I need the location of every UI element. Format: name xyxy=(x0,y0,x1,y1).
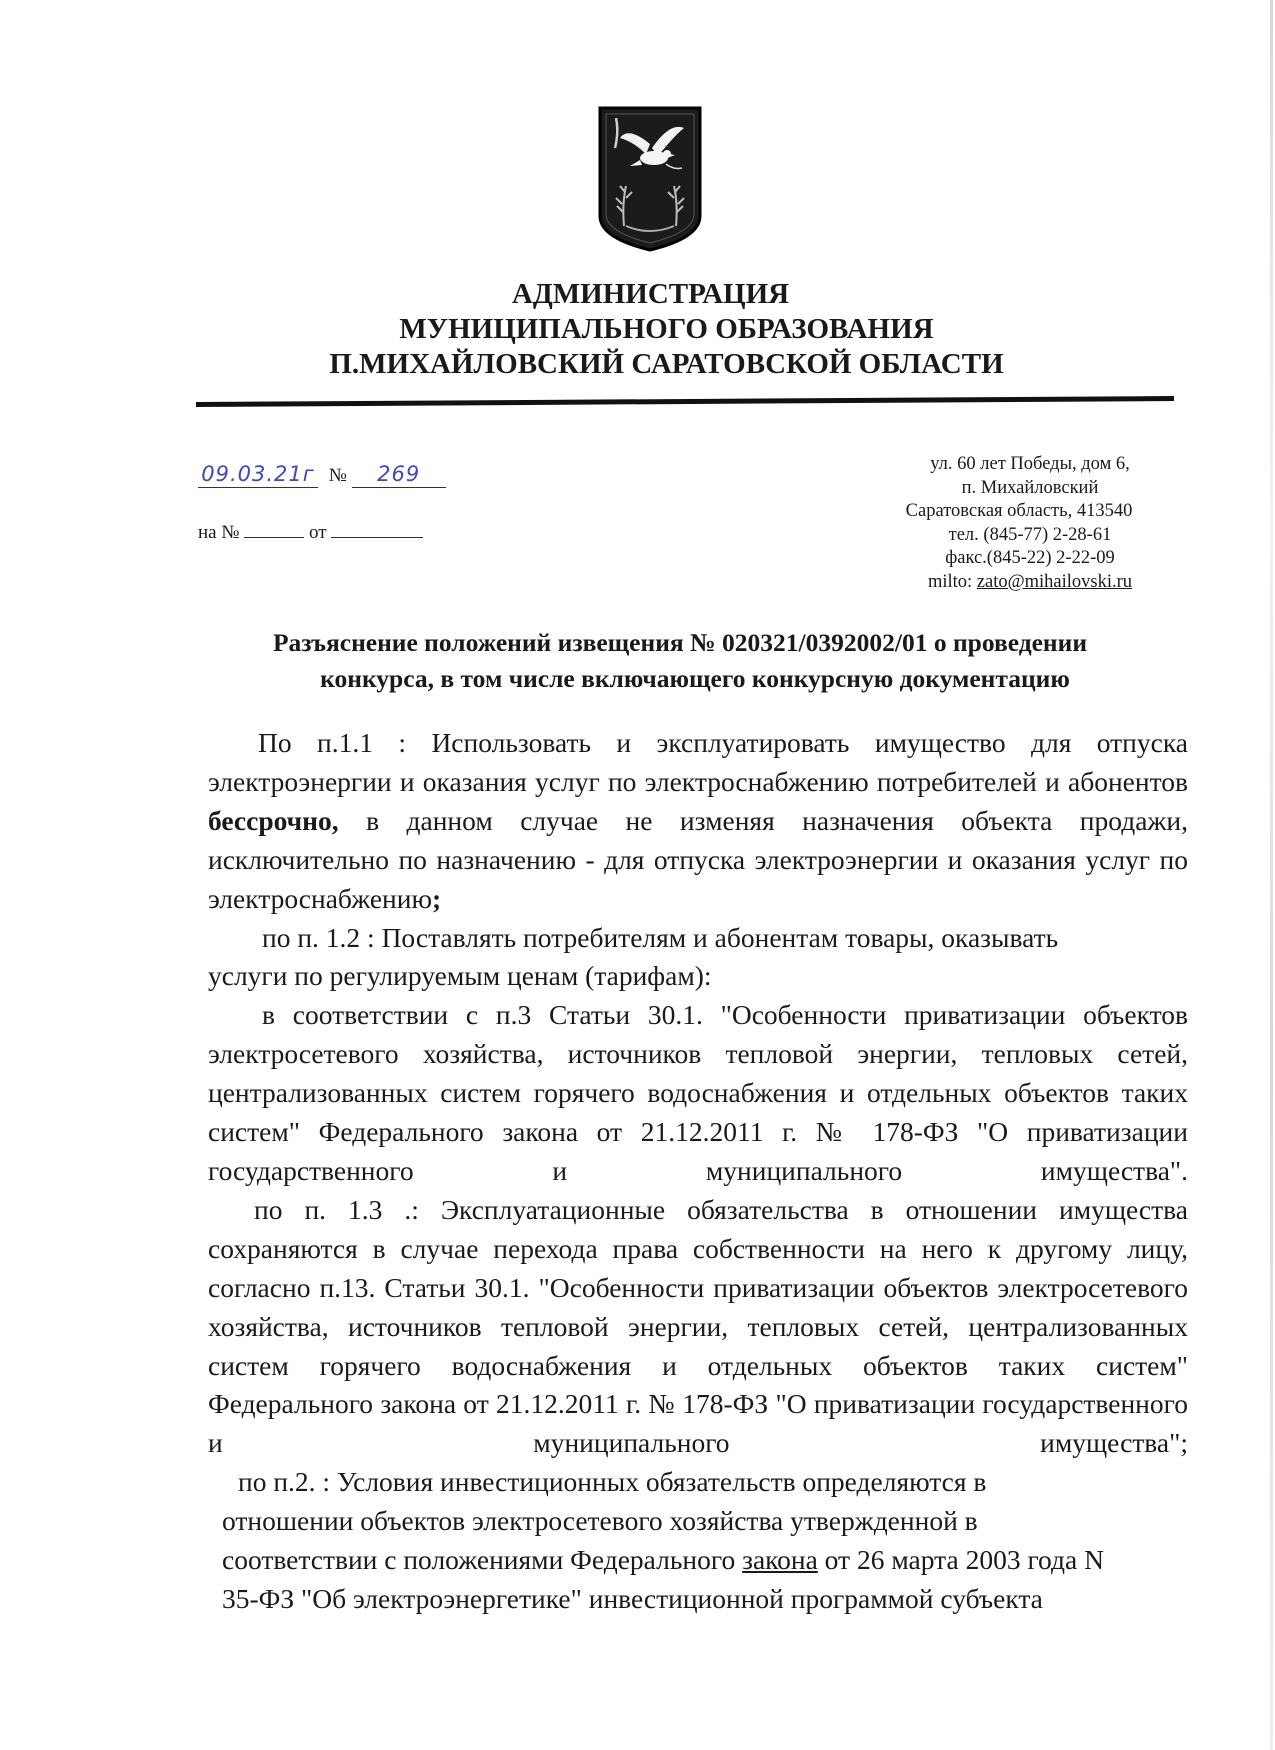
in-reply-blank xyxy=(244,523,304,538)
paragraph-2-text-a: соответствии с положениями Федерального xyxy=(222,1544,743,1576)
paragraph-1-end: ; xyxy=(432,882,442,914)
paragraph-1-1 xyxy=(208,724,1188,919)
document-subject xyxy=(160,625,1200,697)
paragraph-2-line-1: по п.2. : Условия инвестиционных обязательств определяются в xyxy=(238,1466,987,1498)
paragraph-1-2-detail: в соответствии с п.3 Статьи 30.1. "Особенности приватизации объектов электросетевого хозяйства, источников тепловой энергии, тепловых сетей, централизованных систем горячего водоснабжения и отдельных объектов таких систем" Федерального закона от 21.12.2011 г. № 178-ФЗ "О приватизации государственного и муниципального имущества". xyxy=(208,999,1188,1186)
from-blank xyxy=(331,523,423,538)
handwritten-date: 09.03.21г xyxy=(201,462,315,486)
subject-line-2: конкурса, в том числе включающего конкурсную документацию xyxy=(320,664,1070,693)
paragraph-1-text-a: По п.1.1 : Использовать и эксплуатировать имущество для отпуска электроэнергии и оказания услуг по электроснабжению потребителей и абонентов xyxy=(208,727,1188,797)
paragraph-1-3: по п. 1.3 .: Эксплуатационные обязательства в отношении имущества сохраняются в случае перехода права собственности на него к другому лицу, согласно п.13. Статьи 30.1. "Особенности приватизации объектов электросетевого хозяйства, источников тепловой энергии, тепловых сетей, централизованных систем горячего водоснабжения и отдельных объектов таких систем" Федерального закона от 21.12.2011 г. № 178-ФЗ "О приватизации государственного и муниципального имущества"; xyxy=(208,1193,1188,1459)
address-block xyxy=(880,453,1180,594)
paragraph-2-line-2: отношении объектов электросетевого хозяйства утвержденной в xyxy=(222,1505,978,1537)
address-email-line xyxy=(880,571,1180,595)
address-region: Саратовская область, 413540 xyxy=(905,501,1133,521)
subject-line-1: Разъяснение положений извещения № 020321/0392002/01 о проведении xyxy=(272,628,1088,657)
org-line-2: МУНИЦИПАЛЬНОГО ОБРАЗОВАНИЯ xyxy=(399,313,934,345)
incoming-reference xyxy=(198,522,423,544)
paragraph-2-line-3 xyxy=(222,1541,1188,1580)
address-town: п. Михайловский xyxy=(961,477,1099,498)
paragraph-1-text-b: в данном случае не изменяя назначения объекта продажи, исключительно по назначению - для отпуска электроэнергии и оказания услуг по электроснабжению xyxy=(208,804,1188,914)
organization-title xyxy=(0,277,1275,382)
document-body xyxy=(208,724,1188,1619)
paragraph-1-2-line-2: услуги по регулируемым ценам (тарифам): xyxy=(208,960,712,992)
org-line-1: АДМИНИСТРАЦИЯ xyxy=(511,278,790,310)
paragraph-1-bold: бессрочно, xyxy=(208,804,339,836)
address-street: ул. 60 лет Победы, дом 6, xyxy=(930,454,1130,474)
law-link[interactable]: закона xyxy=(742,1544,818,1576)
header-divider xyxy=(196,396,1174,407)
address-phone: тел. (845-77) 2-28-61 xyxy=(948,524,1112,545)
outgoing-reference xyxy=(198,462,446,488)
date-field xyxy=(198,462,318,488)
email-link[interactable]: zato@mihailovski.ru xyxy=(976,571,1133,592)
handwritten-number: 269 xyxy=(377,462,421,486)
from-label: от xyxy=(308,522,327,543)
org-line-3: П.МИХАЙЛОВСКИЙ САРАТОВСКОЙ ОБЛАСТИ xyxy=(329,348,1004,380)
coat-of-arms-emblem xyxy=(596,104,704,252)
paragraph-2-text-b: от 26 марта 2003 года N xyxy=(817,1544,1104,1576)
email-label: milto: xyxy=(927,571,977,592)
paragraph-2-line-4: 35-ФЗ "Об электроэнергетике" инвестиционной программой субъекта xyxy=(222,1582,1043,1614)
in-reply-label: на № xyxy=(198,522,240,543)
address-fax: факс.(845-22) 2-22-09 xyxy=(945,548,1115,568)
paragraph-1-2-line-1: по п. 1.2 : Поставлять потребителям и абонентам товары, оказывать xyxy=(262,921,1059,953)
number-label: № xyxy=(328,465,347,486)
number-field xyxy=(352,462,446,488)
scan-edge xyxy=(1270,0,1273,1750)
